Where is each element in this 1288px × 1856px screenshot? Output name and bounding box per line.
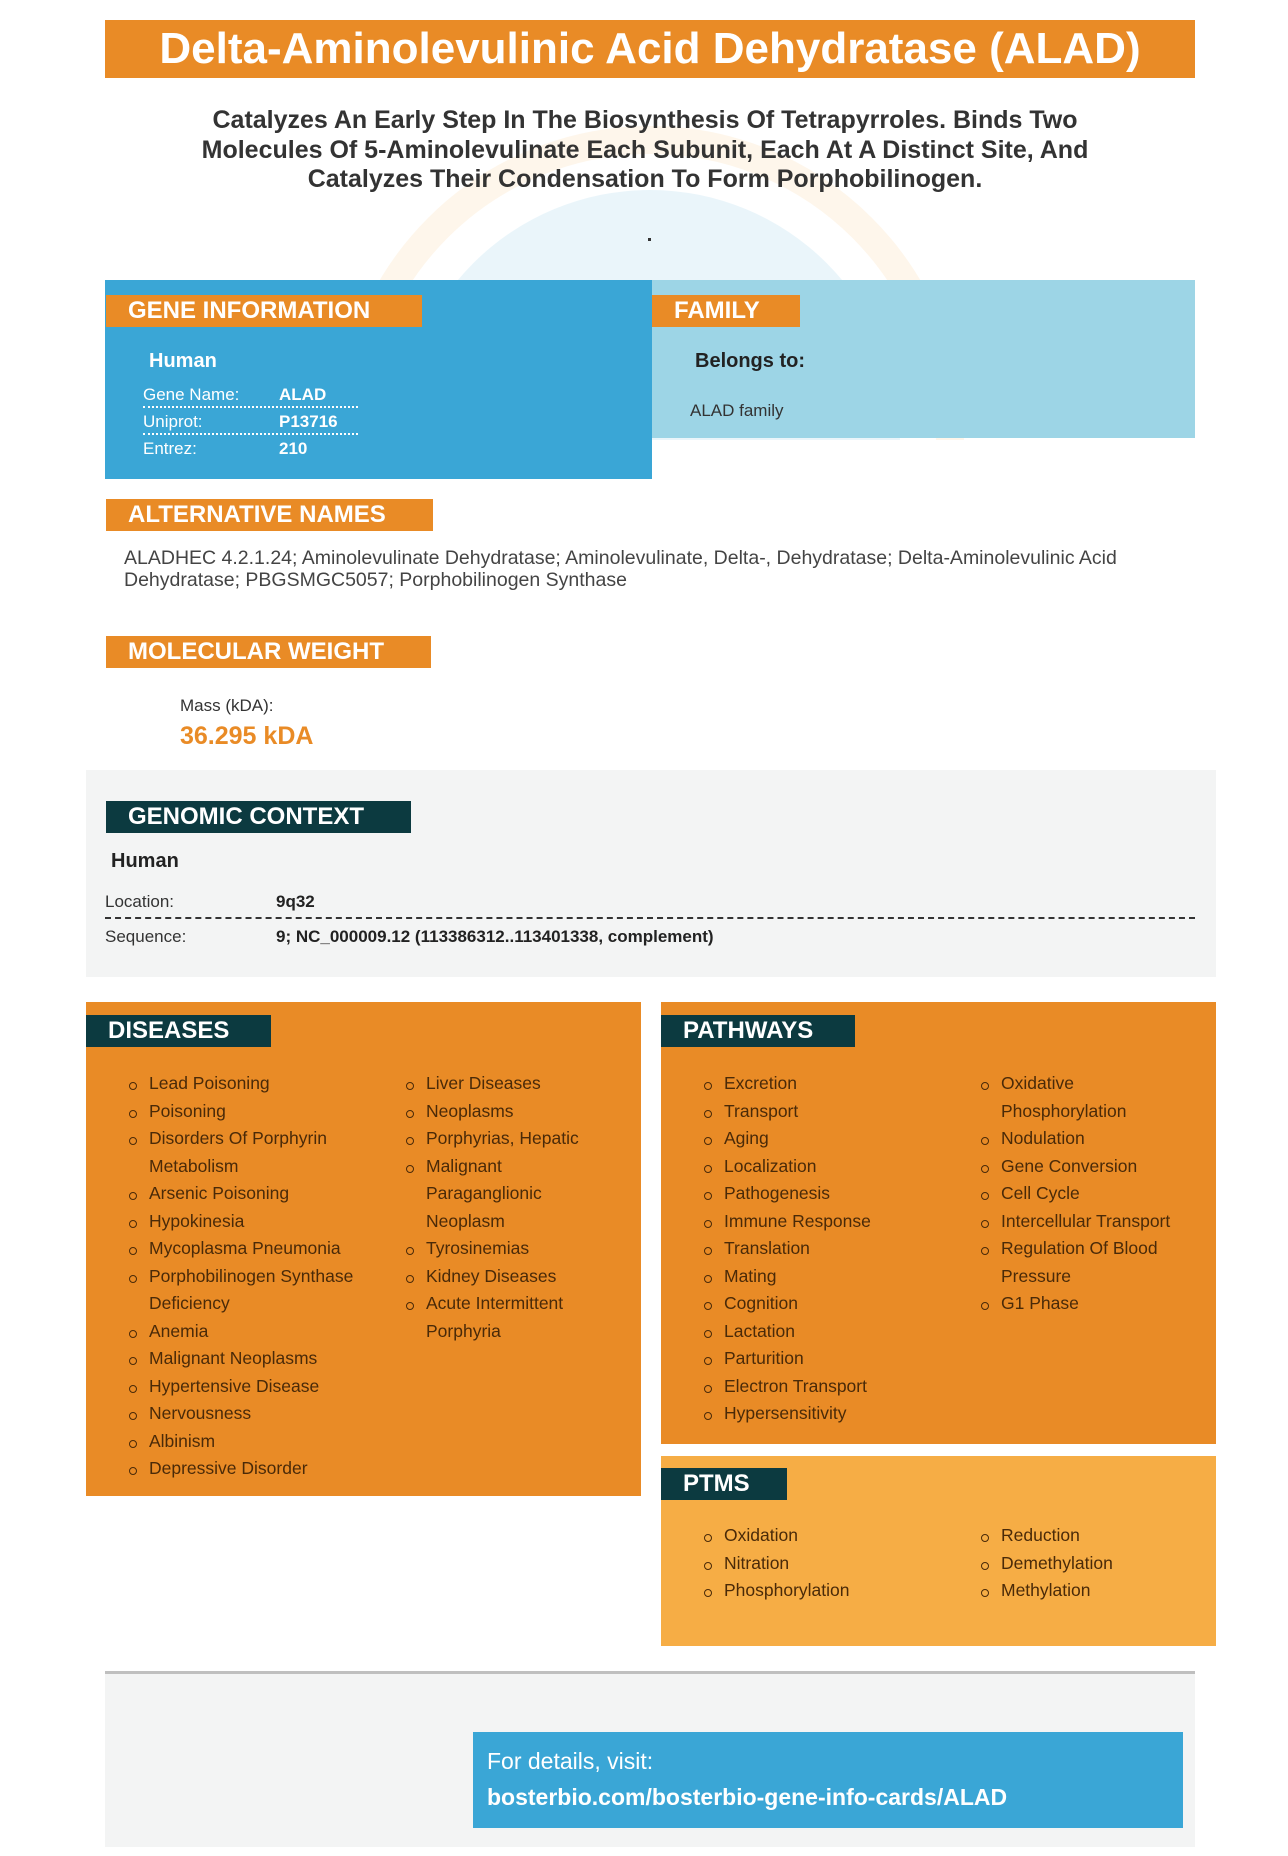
pathway-item: Localization	[702, 1153, 942, 1181]
page-title: Delta-Aminolevulinic Acid Dehydratase (ALAD)	[105, 20, 1195, 78]
disease-item: Malignant Paraganglionic Neoplasm	[404, 1153, 604, 1236]
mass-value: 36.295 kDA	[180, 722, 314, 750]
disease-item: Albinism	[127, 1428, 357, 1456]
alternative-names-heading: ALTERNATIVE NAMES	[106, 499, 433, 531]
ptm-item: Phosphorylation	[702, 1577, 942, 1605]
gene-summary: Catalyzes An Early Step In The Biosynthesis Of Tetrapyrroles. Binds Two Molecules Of 5-Aminolevulinate Each Subunit, Each At A Distinct Site, And Catalyzes Their Condensation To Form Porphobilinogen.	[201, 106, 1089, 193]
family-heading: FAMILY	[652, 295, 800, 327]
uniprot-link[interactable]: P13716	[279, 412, 338, 431]
divider	[105, 917, 1195, 919]
disease-item: Mycoplasma Pneumonia	[127, 1235, 357, 1263]
disease-item: Disorders Of Porphyrin Metabolism	[127, 1125, 357, 1180]
location-value: 9q32	[276, 892, 315, 911]
disease-item: Poisoning	[127, 1098, 357, 1126]
mass-label: Mass (kDA):	[180, 696, 274, 715]
details-label: For details, visit:	[487, 1748, 654, 1774]
pathway-item: Gene Conversion	[979, 1153, 1179, 1181]
pathway-item: Nodulation	[979, 1125, 1179, 1153]
ptm-item: Demethylation	[979, 1550, 1179, 1578]
pathways-list-col2	[979, 1070, 1179, 1318]
diseases-list-col1	[127, 1070, 357, 1483]
pathway-item: Cognition	[702, 1290, 942, 1318]
pathway-item: Aging	[702, 1125, 942, 1153]
sequence-label: Sequence:	[105, 927, 187, 946]
pathways-heading: PATHWAYS	[661, 1015, 855, 1047]
uniprot-label: Uniprot:	[143, 412, 203, 431]
pathway-item: Regulation Of Blood Pressure	[979, 1235, 1179, 1290]
pathway-item: Immune Response	[702, 1208, 942, 1236]
molecular-weight-heading: MOLECULAR WEIGHT	[106, 636, 431, 668]
disease-item: Arsenic Poisoning	[127, 1180, 357, 1208]
pathway-item: Cell Cycle	[979, 1180, 1179, 1208]
disease-item: Hypertensive Disease	[127, 1373, 357, 1401]
belongs-to-label: Belongs to:	[695, 350, 805, 372]
genomic-species: Human	[111, 850, 179, 872]
entrez-link[interactable]: 210	[279, 439, 308, 458]
gene-information-heading: GENE INFORMATION	[106, 295, 422, 327]
entrez-label: Entrez:	[143, 439, 197, 458]
ptm-item: Reduction	[979, 1522, 1179, 1550]
pathway-item: Parturition	[702, 1345, 942, 1373]
divider	[143, 406, 358, 408]
pathway-item: Oxidative Phosphorylation	[979, 1070, 1179, 1125]
disease-item: Nervousness	[127, 1400, 357, 1428]
details-link[interactable]: bosterbio.com/bosterbio-gene-info-cards/ALAD	[487, 1784, 1008, 1810]
pathways-list-col1	[702, 1070, 942, 1428]
disease-item: Depressive Disorder	[127, 1455, 357, 1483]
pathway-item: Translation	[702, 1235, 942, 1263]
disease-item: Acute Intermittent Porphyria	[404, 1290, 604, 1345]
pathway-item: Hypersensitivity	[702, 1400, 942, 1428]
gene-name-value: ALAD	[279, 385, 327, 404]
ptms-list-col2	[979, 1522, 1179, 1605]
separator-dot	[648, 238, 651, 241]
disease-item: Lead Poisoning	[127, 1070, 357, 1098]
pathway-item: Lactation	[702, 1318, 942, 1346]
alternative-names-text: ALADHEC 4.2.1.24; Aminolevulinate Dehydratase; Aminolevulinate, Delta-, Dehydratase; Delta-Aminolevulinic Acid Dehydratase; PBGSMGC5057; Porphobilinogen Synthase	[124, 547, 1117, 591]
pathway-item: Pathogenesis	[702, 1180, 942, 1208]
ptm-item: Oxidation	[702, 1522, 942, 1550]
disease-item: Hypokinesia	[127, 1208, 357, 1236]
details-callout	[473, 1732, 1183, 1828]
pathway-item: Intercellular Transport	[979, 1208, 1179, 1236]
ptms-list-col1	[702, 1522, 942, 1605]
disease-item: Neoplasms	[404, 1098, 604, 1126]
gene-name-label: Gene Name:	[143, 385, 240, 404]
genomic-context-heading: GENOMIC CONTEXT	[106, 801, 411, 833]
pathway-item: Mating	[702, 1263, 942, 1291]
pathway-item: Transport	[702, 1098, 942, 1126]
divider	[143, 433, 358, 435]
pathway-item: G1 Phase	[979, 1290, 1179, 1318]
pathway-item: Electron Transport	[702, 1373, 942, 1401]
pathway-item: Excretion	[702, 1070, 942, 1098]
disease-item: Malignant Neoplasms	[127, 1345, 357, 1373]
ptm-item: Nitration	[702, 1550, 942, 1578]
family-value: ALAD family	[690, 401, 784, 420]
gene-species: Human	[149, 350, 217, 372]
disease-item: Tyrosinemias	[404, 1235, 604, 1263]
disease-item: Anemia	[127, 1318, 357, 1346]
disease-item: Liver Diseases	[404, 1070, 604, 1098]
disease-item: Porphobilinogen Synthase Deficiency	[127, 1263, 357, 1318]
diseases-list-col2	[404, 1070, 604, 1345]
diseases-heading: DISEASES	[86, 1015, 271, 1047]
disease-item: Kidney Diseases	[404, 1263, 604, 1291]
ptms-heading: PTMS	[661, 1468, 787, 1500]
sequence-value: 9; NC_000009.12 (113386312..113401338, complement)	[276, 927, 714, 946]
location-label: Location:	[105, 892, 174, 911]
ptm-item: Methylation	[979, 1577, 1179, 1605]
disease-item: Porphyrias, Hepatic	[404, 1125, 604, 1153]
